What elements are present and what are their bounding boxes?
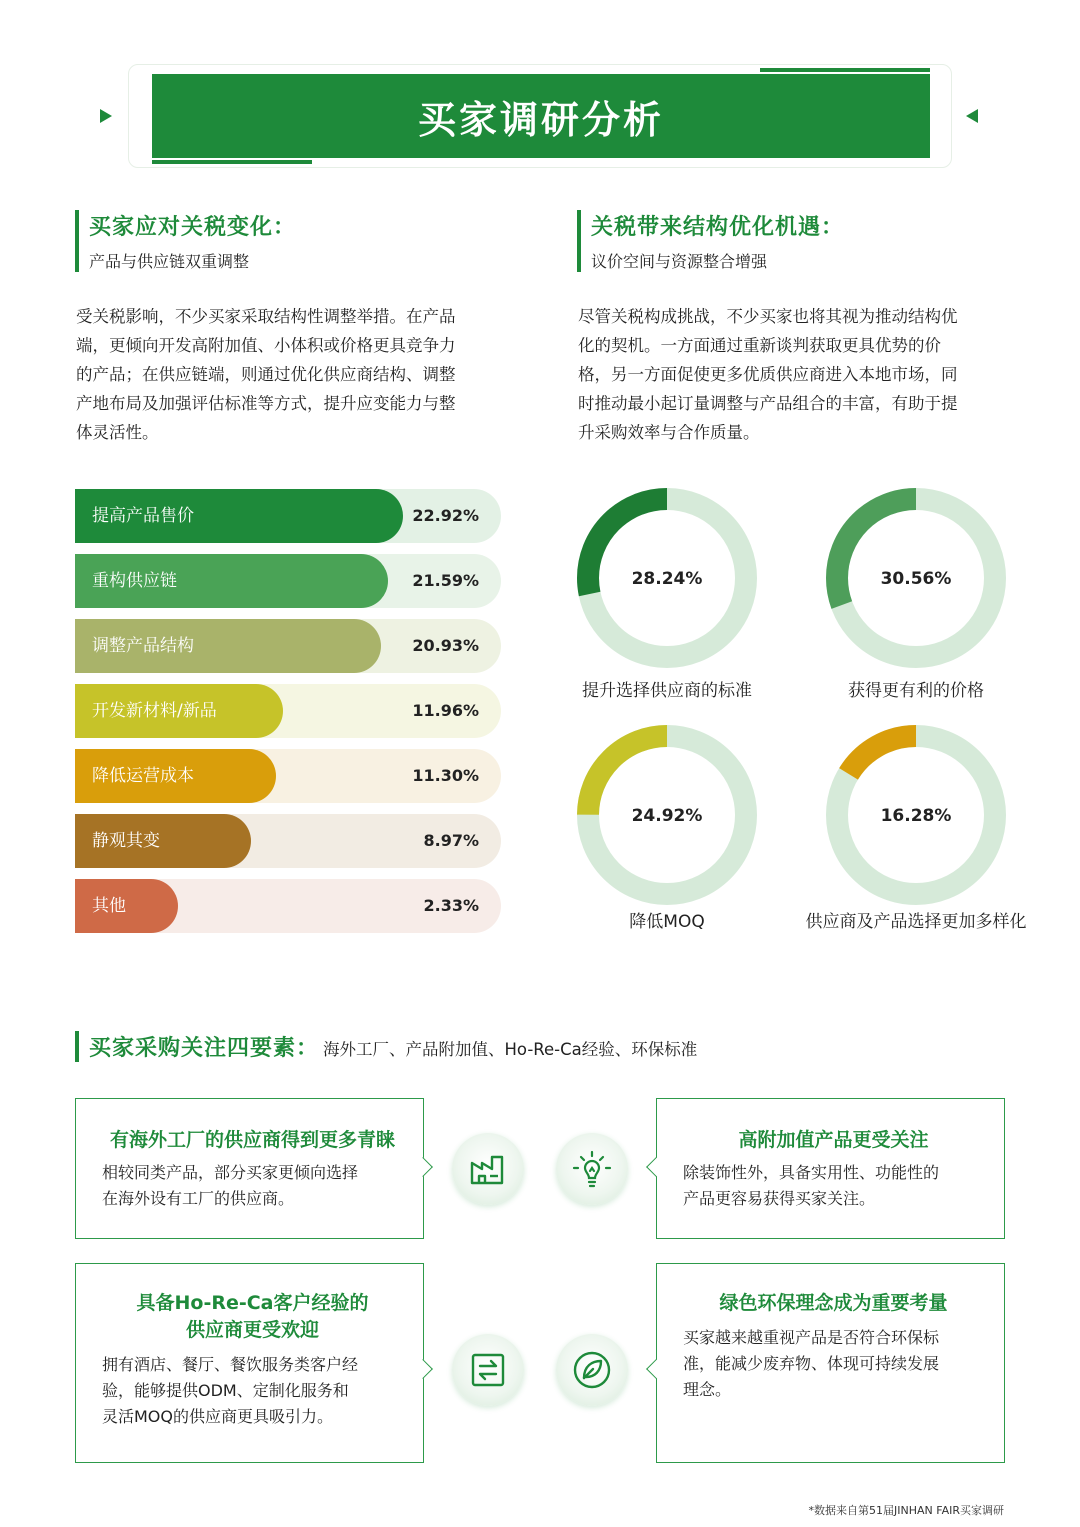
donut-chart <box>566 714 768 916</box>
donut-chart <box>566 477 768 679</box>
donut-chart <box>815 477 1017 679</box>
card-body-line: 验，能够提供ODM、定制化服务和 <box>102 1381 349 1400</box>
factory-icon <box>452 1133 524 1205</box>
bar-row <box>75 814 501 868</box>
paragraph-line: 化的契机。一方面通过重新谈判获取更具优势的价 <box>578 336 941 355</box>
bar-label: 静观其变 <box>92 831 160 851</box>
bar-row <box>75 554 501 608</box>
card-body-line: 除装饰性外，具备实用性、功能性的 <box>683 1163 940 1182</box>
card-title: 供应商更受欢迎 <box>185 1319 319 1341</box>
factors-list: 海外工厂、产品附加值、Ho-Re-Ca经验、环保标准 <box>323 1040 698 1059</box>
factor-card-horeca <box>75 1263 424 1463</box>
bar-label: 提高产品售价 <box>92 506 194 526</box>
bar-value-label: 2.33% <box>423 896 479 915</box>
card-body-line: 相较同类产品，部分买家更倾向选择 <box>102 1163 359 1182</box>
card-body-line: 理念。 <box>683 1380 732 1399</box>
bar-value-label: 22.92% <box>412 506 479 525</box>
donut-category-label: 获得更有利的价格 <box>848 681 984 701</box>
card-body-line: 产品更容易获得买家关注。 <box>683 1189 876 1208</box>
paragraph-line: 产地布局及加强评估标准等方式，提升应变能力与整 <box>76 394 456 413</box>
left-section-heading <box>75 210 296 272</box>
factor-card-green <box>656 1263 1005 1463</box>
donut-category-label: 降低MOQ <box>629 912 705 932</box>
right-paragraph <box>578 302 1008 447</box>
card-title: 具备Ho-Re-Ca客户经验的 <box>136 1292 369 1314</box>
banner-accent-line <box>760 68 930 72</box>
page-title: 买家调研分析 <box>417 97 664 142</box>
paragraph-line: 的产品；在供应链端，则通过优化供应商结构、调整 <box>76 365 456 384</box>
card-title: 高附加值产品更受关注 <box>738 1129 929 1151</box>
donut-category-label: 供应商及产品选择更加多样化 <box>805 912 1027 932</box>
bar-row <box>75 619 501 673</box>
bar-value-label: 21.59% <box>412 571 479 590</box>
card-body-line: 灵活MOQ的供应商更具吸引力。 <box>102 1407 333 1426</box>
paragraph-line: 尽管关税构成挑战，不少买家也将其视为推动结构优 <box>578 307 958 326</box>
bar-label: 重构供应链 <box>92 571 177 591</box>
factor-card-value-added <box>656 1098 1005 1239</box>
bar-row <box>75 749 501 803</box>
factors-title: 买家采购关注四要素： <box>89 1036 320 1061</box>
left-paragraph <box>76 302 506 447</box>
donut-category-label: 提升选择供应商的标准 <box>582 681 752 701</box>
bar-label: 调整产品结构 <box>92 636 194 656</box>
bar-value-label: 20.93% <box>412 636 479 655</box>
card-body-line: 拥有酒店、餐厅、餐饮服务类客户经 <box>102 1355 359 1374</box>
lightbulb-icon <box>556 1133 628 1205</box>
title-banner <box>152 74 930 158</box>
card-title: 绿色环保理念成为重要考量 <box>719 1292 948 1314</box>
banner-accent-line <box>152 160 312 164</box>
paragraph-line: 端，更倾向开发高附加值、小体积或价格更具竞争力 <box>76 336 456 355</box>
card-body-line: 在海外设有工厂的供应商。 <box>102 1189 295 1208</box>
bar-row <box>75 879 501 933</box>
triangle-left-icon <box>966 109 978 123</box>
paragraph-line: 受关税影响，不少买家采取结构性调整举措。在产品 <box>76 307 456 326</box>
bar-label: 开发新材料/新品 <box>92 701 217 721</box>
card-body-line: 买家越来越重视产品是否符合环保标 <box>683 1328 940 1347</box>
bar-label: 降低运营成本 <box>92 766 194 786</box>
right-section-title: 关税带来结构优化机遇： <box>591 215 845 240</box>
bar-value-label: 8.97% <box>423 831 479 850</box>
donut-value-label: 16.28% <box>880 806 952 826</box>
paragraph-line: 时推动最小起订量调整与产品组合的丰富，有助于提 <box>578 394 958 413</box>
card-body-line: 准，能减少废弃物、体现可持续发展 <box>683 1354 940 1373</box>
donut-chart <box>815 714 1017 916</box>
bar-label: 其他 <box>92 896 126 916</box>
right-section-heading <box>577 210 844 272</box>
paragraph-line: 升采购效率与合作质量。 <box>578 423 760 442</box>
factor-card-overseas-factory <box>75 1098 424 1239</box>
bar-row <box>75 684 501 738</box>
right-section-subtitle: 议价空间与资源整合增强 <box>591 252 768 271</box>
bar-value-label: 11.96% <box>412 701 479 720</box>
bar-fill <box>75 879 178 933</box>
bar-value-label: 11.30% <box>412 766 479 785</box>
triangle-right-icon <box>100 109 112 123</box>
exchange-icon <box>452 1334 524 1406</box>
footnote: *数据来自第51届JINHAN FAIR买家调研 <box>808 1504 1004 1517</box>
donut-value-label: 28.24% <box>631 569 703 589</box>
paragraph-line: 格，另一方面促使更多优质供应商进入本地市场，同 <box>578 365 958 384</box>
leaf-icon <box>556 1334 628 1406</box>
left-section-title: 买家应对关税变化： <box>89 215 297 240</box>
bar-row <box>75 489 501 543</box>
factors-heading <box>75 1031 697 1062</box>
donut-value-label: 24.92% <box>631 806 703 826</box>
left-section-subtitle: 产品与供应链双重调整 <box>89 252 250 271</box>
card-title: 有海外工厂的供应商得到更多青睐 <box>109 1129 395 1151</box>
donut-value-label: 30.56% <box>880 569 952 589</box>
paragraph-line: 体灵活性。 <box>76 423 159 442</box>
